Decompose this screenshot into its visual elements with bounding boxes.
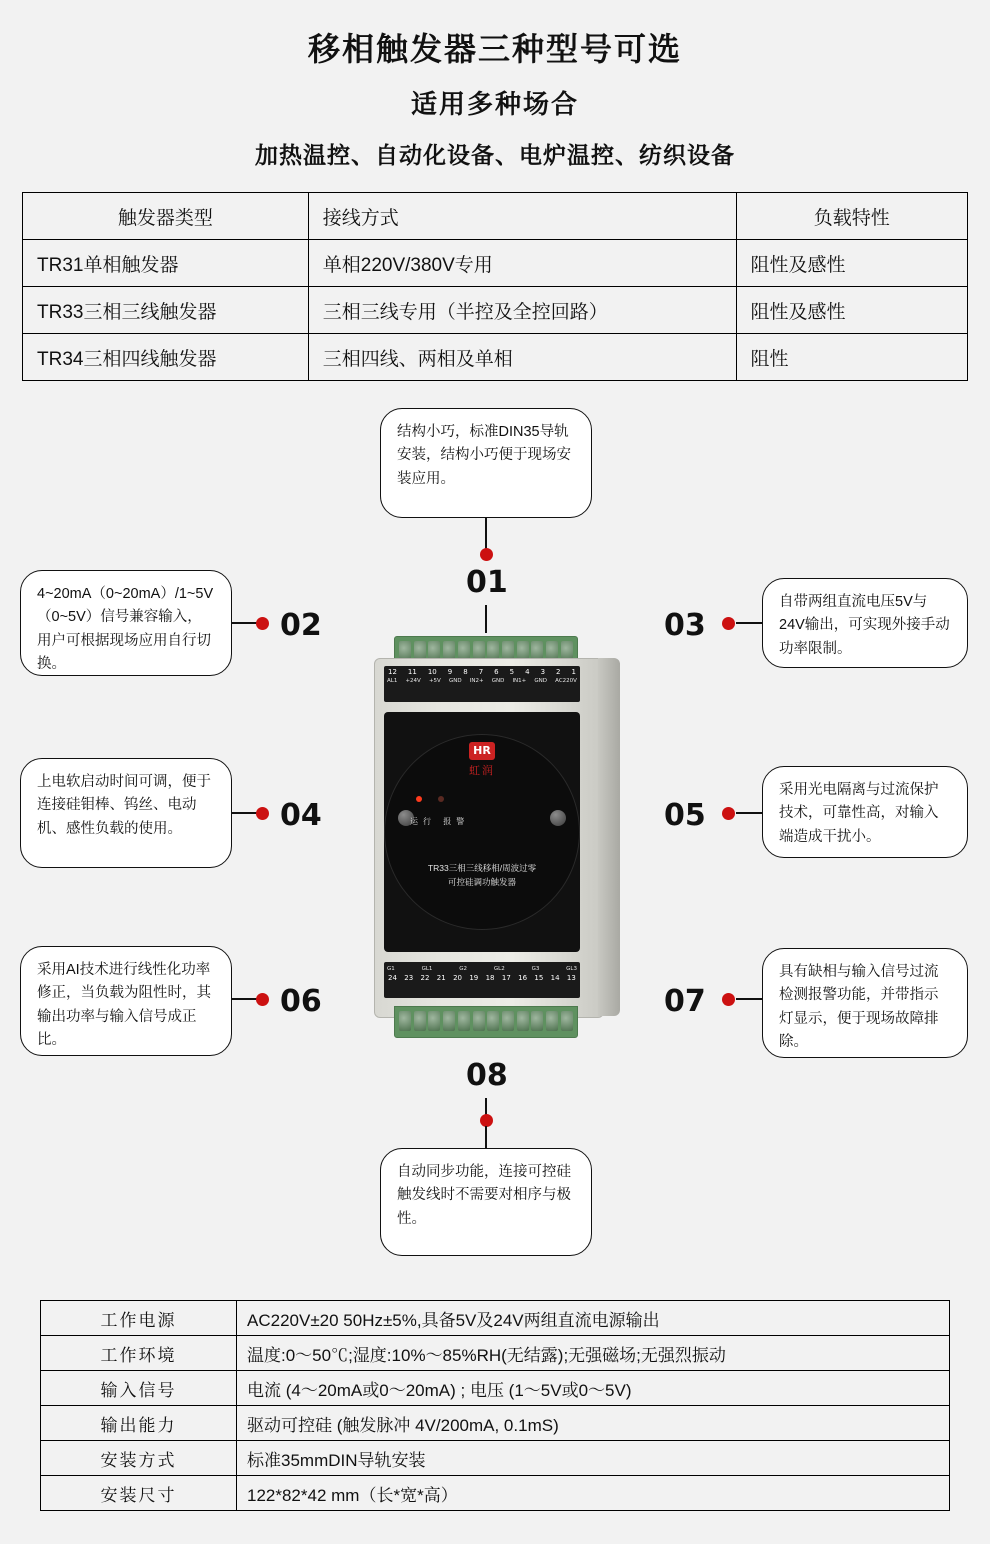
spec-value: AC220V±20 50Hz±5%,具备5V及24V两组直流电源输出 <box>237 1301 950 1336</box>
spec-row <box>41 1441 950 1476</box>
callout-06-text: 采用AI技术进行线性化功率修正，当负载为阻性时，其输出功率与输入信号成正比。 <box>37 962 211 1049</box>
device-front-panel <box>384 712 580 952</box>
cell-type: TR31单相触发器 <box>23 240 309 287</box>
callout-04 <box>20 758 232 868</box>
callout-06-dot <box>256 993 269 1006</box>
callout-08-lead2 <box>485 1126 487 1150</box>
table-row <box>23 334 968 381</box>
callout-08 <box>380 1148 592 1256</box>
terminal-label: GL3 <box>566 966 577 972</box>
cell-wiring: 单相220V/380V专用 <box>308 240 736 287</box>
table-header-row <box>23 193 968 240</box>
terminal-label: GND <box>534 678 548 684</box>
callout-04-text: 上电软启动时间可调，便于连接硅钼棒、钨丝、电动机、感性负载的使用。 <box>37 774 211 837</box>
spec-row <box>41 1301 950 1336</box>
terminal-number: 15 <box>534 974 544 982</box>
terminal-number: 7 <box>478 668 484 676</box>
spec-key: 安装方式 <box>41 1441 237 1476</box>
terminal-number: 21 <box>436 974 446 982</box>
terminal-label: GND <box>491 678 505 684</box>
page-header <box>0 0 990 170</box>
callout-04-dot <box>256 807 269 820</box>
led-labels: 运行 报警 <box>410 817 470 826</box>
page-subtitle: 适用多种场合 <box>410 89 579 120</box>
terminal-label: G3 <box>531 966 540 972</box>
terminal-label: G2 <box>459 966 468 972</box>
callout-06 <box>20 946 232 1056</box>
page-title: 移相触发器三种型号可选 <box>307 31 682 67</box>
screw-icon <box>502 1011 514 1031</box>
callout-05-lead <box>736 812 762 814</box>
terminal-label: G1 <box>387 966 395 972</box>
terminal-number: 6 <box>494 668 499 676</box>
terminal-label: GND <box>448 678 462 684</box>
device-illustration <box>358 618 620 1058</box>
terminal-number: 4 <box>525 668 530 676</box>
callout-02-lead <box>232 622 258 624</box>
terminal-number: 17 <box>501 974 511 982</box>
bottom-terminal-labels <box>384 962 580 972</box>
terminal-number: 3 <box>540 668 546 676</box>
status-leds <box>416 796 444 802</box>
screw-icon <box>473 1011 485 1031</box>
screw-icon <box>428 1011 440 1031</box>
bottom-connector <box>394 1006 578 1038</box>
screw-icon <box>531 1011 543 1031</box>
callout-05-number: 05 <box>664 798 706 833</box>
terminal-number: 19 <box>469 974 479 982</box>
panel-model-text <box>384 862 580 889</box>
run-led-icon <box>416 796 422 802</box>
terminal-number: 16 <box>518 974 528 982</box>
terminal-number: 11 <box>407 668 417 676</box>
screw-icon <box>458 1011 470 1031</box>
terminal-number: 5 <box>509 668 515 676</box>
screw-icon <box>517 1011 529 1031</box>
cell-load: 阻性 <box>736 334 967 381</box>
callout-01 <box>380 408 592 518</box>
callout-01-lead2 <box>485 605 487 633</box>
alarm-led-icon <box>438 796 444 802</box>
spec-table-container <box>40 1300 950 1511</box>
bottom-terminal-strip <box>384 962 580 998</box>
terminal-label: GL1 <box>421 966 433 972</box>
spec-table <box>40 1300 950 1511</box>
spec-row <box>41 1406 950 1441</box>
callout-03-number: 03 <box>664 608 706 643</box>
terminal-number: 20 <box>453 974 462 982</box>
screw-icon <box>399 1011 411 1031</box>
callout-01-number: 01 <box>466 565 508 600</box>
spec-key: 工作环境 <box>41 1336 237 1371</box>
spec-key: 工作电源 <box>41 1301 237 1336</box>
screw-icon <box>546 1011 558 1031</box>
terminal-number: 22 <box>420 974 430 982</box>
terminal-label: +24V <box>405 678 421 684</box>
spec-value: 标准35mmDIN导轨安装 <box>237 1441 950 1476</box>
callout-08-text: 自动同步功能，连接可控硅触发线时不需要对相序与极性。 <box>397 1164 571 1227</box>
screw-icon <box>561 1011 573 1031</box>
terminal-number: 12 <box>388 668 397 676</box>
callout-05-dot <box>722 807 735 820</box>
callout-02-dot <box>256 617 269 630</box>
terminal-label: AL1 <box>387 678 398 684</box>
top-terminal-numbers <box>384 666 580 676</box>
callout-07-number: 07 <box>664 984 706 1019</box>
callout-07 <box>762 948 968 1058</box>
spec-row <box>41 1476 950 1511</box>
callout-01-dot <box>480 548 493 561</box>
spec-value: 122*82*42 mm（长*宽*高） <box>237 1476 950 1511</box>
terminal-number: 8 <box>463 668 468 676</box>
callout-04-lead <box>232 812 258 814</box>
spec-value: 电流 (4～20mA或0～20mA) ; 电压 (1～5V或0～5V) <box>237 1371 950 1406</box>
spec-row <box>41 1371 950 1406</box>
terminal-number: 24 <box>388 974 397 982</box>
terminal-number: 1 <box>571 668 576 676</box>
cell-load: 阻性及感性 <box>736 240 967 287</box>
callout-02 <box>20 570 232 676</box>
terminal-label: AC220V <box>555 678 577 684</box>
callout-03 <box>762 578 968 668</box>
terminal-number: 14 <box>550 974 560 982</box>
screw-icon <box>487 1011 499 1031</box>
callout-02-text: 4~20mA（0~20mA）/1~5V（0~5V）信号兼容输入，用户可根据现场应用自行切换。 <box>37 586 214 673</box>
cell-wiring: 三相三线专用（半控及全控回路） <box>308 287 736 334</box>
callout-07-dot <box>722 993 735 1006</box>
bottom-connector-screws <box>399 1011 573 1033</box>
top-terminal-labels <box>384 676 580 684</box>
spec-row <box>41 1336 950 1371</box>
terminal-number: 10 <box>427 668 437 676</box>
model-table <box>22 192 968 381</box>
cell-load: 阻性及感性 <box>736 287 967 334</box>
spec-value: 温度:0～50℃;湿度:10%～85%RH(无结露);无强磁场;无强烈振动 <box>237 1336 950 1371</box>
callout-03-dot <box>722 617 735 630</box>
callout-03-lead <box>736 622 762 624</box>
hr-logo-icon: HR <box>469 742 495 760</box>
spec-key: 输出能力 <box>41 1406 237 1441</box>
callout-08-number: 08 <box>466 1058 508 1093</box>
spec-key: 安装尺寸 <box>41 1476 237 1511</box>
callout-06-lead <box>232 998 258 1000</box>
potentiometer-right <box>550 810 566 826</box>
column-header-load: 负载特性 <box>736 193 967 240</box>
screw-icon <box>443 1011 455 1031</box>
brand-logo <box>469 742 495 778</box>
callout-06-number: 06 <box>280 984 322 1019</box>
terminal-label: +5V <box>428 678 441 684</box>
callout-03-text: 自带两组直流电压5V与24V输出，可实现外接手动功率限制。 <box>779 594 950 657</box>
callout-05 <box>762 766 968 858</box>
terminal-number: 2 <box>556 668 561 676</box>
terminal-label: IN2+ <box>469 678 484 684</box>
callout-07-lead <box>736 998 762 1000</box>
panel-model-line2: 可控硅调功触发器 <box>447 876 516 887</box>
panel-model-line1: TR33三相三线移相/周波过零 <box>427 863 537 873</box>
column-header-type: 触发器类型 <box>23 193 309 240</box>
callout-04-number: 04 <box>280 798 322 833</box>
callout-01-text: 结构小巧，标准DIN35导轨安装，结构小巧便于现场安装应用。 <box>397 424 571 487</box>
column-header-wiring: 接线方式 <box>308 193 736 240</box>
table-row <box>23 287 968 334</box>
terminal-number: 18 <box>485 974 495 982</box>
brand-name: 虹润 <box>469 765 495 777</box>
page-description: 加热温控、自动化设备、电炉温控、纺织设备 <box>255 142 735 169</box>
callout-05-text: 采用光电隔离与过流保护技术，可靠性高，对输入端造成干扰小。 <box>779 782 939 845</box>
device-side-face <box>598 658 620 1016</box>
model-table-container <box>22 192 968 381</box>
cell-type: TR33三相三线触发器 <box>23 287 309 334</box>
callout-07-text: 具有缺相与输入信号过流检测报警功能，并带指示灯显示，便于现场故障排除。 <box>779 964 939 1051</box>
callout-02-number: 02 <box>280 608 322 643</box>
terminal-number: 9 <box>447 668 453 676</box>
screw-icon <box>414 1011 426 1031</box>
terminal-label: GL2 <box>493 966 505 972</box>
terminal-label: IN1+ <box>512 678 527 684</box>
cell-type: TR34三相四线触发器 <box>23 334 309 381</box>
bottom-terminal-numbers <box>384 972 580 982</box>
terminal-number: 13 <box>566 974 576 982</box>
terminal-number: 23 <box>404 974 414 982</box>
spec-value: 驱动可控硅 (触发脉冲 4V/200mA, 0.1mS) <box>237 1406 950 1441</box>
top-terminal-strip <box>384 666 580 702</box>
table-row <box>23 240 968 287</box>
cell-wiring: 三相四线、两相及单相 <box>308 334 736 381</box>
spec-key: 输入信号 <box>41 1371 237 1406</box>
